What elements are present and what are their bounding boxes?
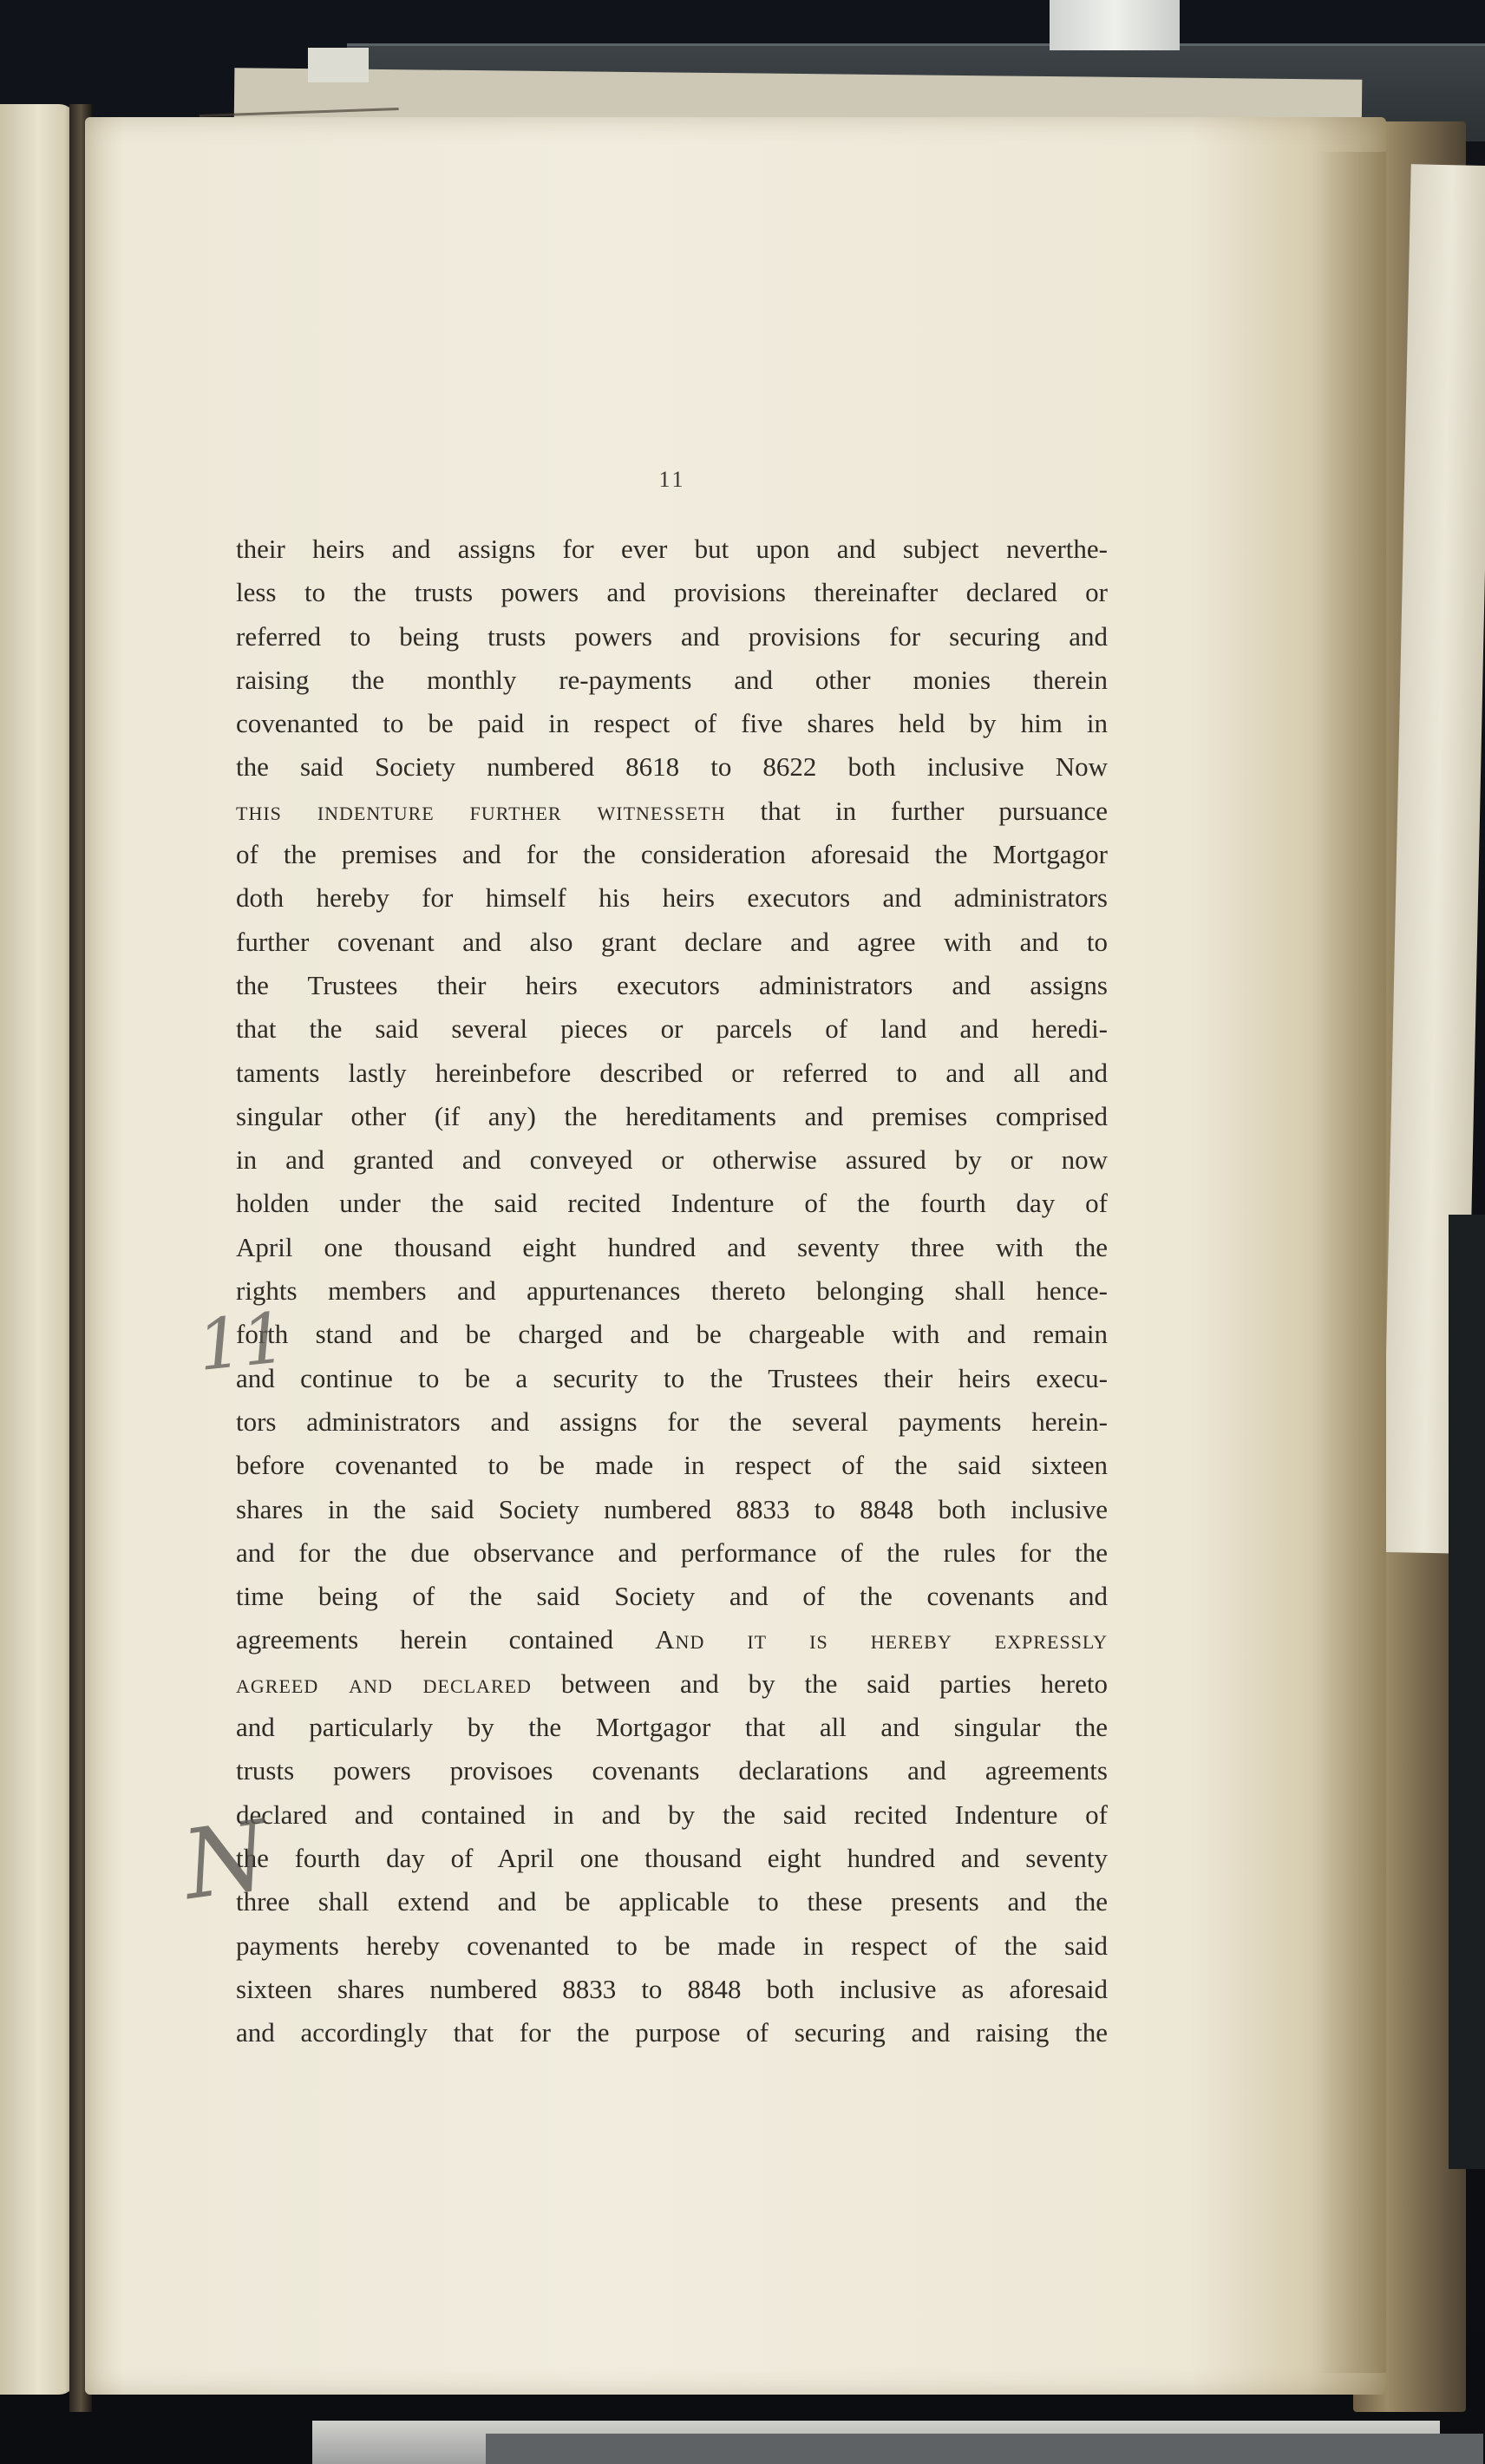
text-line (236, 1749, 1108, 1792)
marginal-mark: 11 (193, 1296, 291, 1387)
background-sheet-corner (308, 48, 369, 82)
line-text: further covenant and also grant declare and agree with and to (236, 926, 1108, 957)
line-text: that in further pursuance (725, 795, 1108, 826)
line-text: time being of the said Society and of the covenants and (236, 1581, 1108, 1612)
text-line (236, 1052, 1108, 1095)
line-text: and for the due observance and performance of the rules for the (236, 1537, 1108, 1568)
text-line (236, 615, 1108, 659)
text-line (236, 876, 1108, 920)
text-line (236, 1618, 1108, 1661)
text-line (236, 1488, 1108, 1531)
text-line (236, 1269, 1108, 1313)
text-line (236, 1837, 1108, 1880)
marginal-mark: N (176, 1799, 275, 1922)
line-text: in and granted and conveyed or otherwise assured by or now (236, 1144, 1108, 1176)
text-line (236, 659, 1108, 702)
line-text: April one thousand eight hundred and seventy three with the (236, 1231, 1108, 1262)
left-page-edge (0, 104, 76, 2395)
line-text: covenanted to be paid in respect of five shares held by him in (236, 708, 1108, 739)
background-paper-strip (1050, 0, 1180, 50)
text-line (236, 1531, 1108, 1575)
line-text: declared and contained in and by the said recited Indenture of (236, 1799, 1108, 1830)
line-text: three shall extend and be applicable to these presents and the (236, 1886, 1108, 1917)
bottom-book-edge (486, 2434, 1483, 2464)
line-text: their heirs and assigns for ever but upon and subject neverthe- (236, 534, 1108, 564)
line-text: sixteen shares numbered 8833 to 8848 both inclusive as aforesaid (236, 1973, 1108, 2004)
line-text: the said Society numbered 8618 to 8622 both inclusive Now (236, 751, 1108, 783)
text-line (236, 1313, 1108, 1356)
text-line (236, 1575, 1108, 1618)
text-line (236, 1444, 1108, 1487)
line-text: tors administrators and assigns for the several payments herein- (236, 1406, 1108, 1437)
text-line (236, 921, 1108, 964)
text-line (236, 1706, 1108, 1749)
text-line (236, 1357, 1108, 1400)
text-line (236, 702, 1108, 745)
line-text: between and by the said parties hereto (531, 1668, 1108, 1699)
line-text: forth stand and be charged and be chargeable with and remain (236, 1319, 1108, 1350)
text-line (236, 1226, 1108, 1269)
text-line (236, 528, 1108, 571)
line-text: and accordingly that for the purpose of securing and raising the (236, 2017, 1108, 2048)
small-caps-phrase: this indenture further witnesseth (236, 795, 726, 826)
text-line (236, 1007, 1108, 1051)
line-text: payments hereby covenanted to be made in respect of the said (236, 1930, 1108, 1961)
text-line (236, 1400, 1108, 1444)
line-text: doth hereby for himself his heirs executors and administrators (236, 882, 1108, 914)
line-text: less to the trusts powers and provisions thereinafter declared or (236, 577, 1108, 608)
text-line (236, 1924, 1108, 1968)
small-caps-phrase: agreed and declared (236, 1668, 532, 1699)
text-line (236, 833, 1108, 876)
text-line (236, 1793, 1108, 1837)
text-line (236, 2011, 1108, 2054)
line-text: raising the monthly re-payments and other monies therein (236, 664, 1108, 695)
line-text: the Trustees their heirs executors administrators and assigns (236, 969, 1108, 1000)
line-text: and particularly by the Mortgagor that all and singular the (236, 1712, 1108, 1743)
line-text: and continue to be a security to the Trustees their heirs execu- (236, 1362, 1108, 1393)
text-line (236, 745, 1108, 789)
text-line (236, 1662, 1108, 1706)
line-text: that the said several pieces or parcels of land and heredi- (236, 1013, 1108, 1045)
line-text: of the premises and for the consideration aforesaid the Mortgagor (236, 839, 1108, 870)
line-text: before covenanted to be made in respect of the said sixteen (236, 1450, 1108, 1481)
line-text: agreements herein contained (236, 1624, 656, 1655)
line-text: singular other (if any) the hereditaments and premises comprised (236, 1100, 1108, 1131)
text-line (236, 790, 1108, 833)
text-line (236, 1095, 1108, 1138)
line-text: the fourth day of April one thousand eight hundred and seventy (236, 1842, 1108, 1873)
right-shadow (1449, 1215, 1485, 2169)
body-text (236, 528, 1108, 2054)
line-text: referred to being trusts powers and provisions for securing and (236, 620, 1108, 652)
line-text: taments lastly hereinbefore described or referred to and all and (236, 1057, 1108, 1088)
text-line (236, 1880, 1108, 1923)
line-text: shares in the said Society numbered 8833 to 8848 both inclusive (236, 1493, 1108, 1524)
text-line (236, 1138, 1108, 1182)
text-line (236, 1182, 1108, 1225)
text-line (236, 1968, 1108, 2011)
page-edge-stain (1317, 152, 1386, 2373)
small-caps-phrase: And it is hereby expressly (655, 1624, 1108, 1655)
text-line (236, 964, 1108, 1007)
line-text: rights members and appurtenances thereto belonging shall hence- (236, 1275, 1108, 1307)
page-number: 11 (658, 467, 686, 492)
line-text: holden under the said recited Indenture of the fourth day of (236, 1188, 1108, 1219)
text-line (236, 571, 1108, 614)
line-text: trusts powers provisoes covenants declarations and agreements (236, 1755, 1108, 1786)
